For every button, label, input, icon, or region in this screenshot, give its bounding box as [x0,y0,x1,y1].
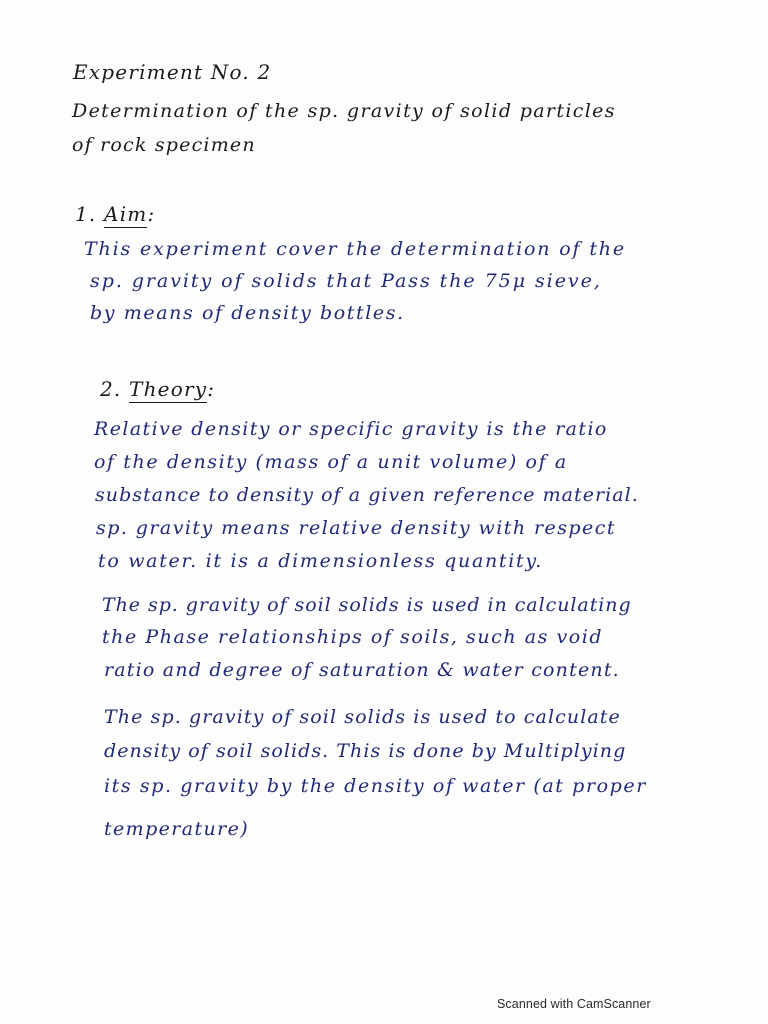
theory-p2-line-2: the Phase relationships of soils, such as void [102,626,604,648]
theory-p1-line-2: of the density (mass of a unit volume) of a [94,451,568,473]
theory-p2-line-1: The sp. gravity of soil solids is used in calculating [102,594,632,616]
theory-p1-line-3: substance to density of a given reference material. [95,484,639,506]
camscanner-watermark: Scanned with CamScanner [497,997,651,1011]
theory-heading [100,377,215,401]
theory-p1-line-1: Relative density or specific gravity is the ratio [94,418,608,440]
theory-p2-line-3: ratio and degree of saturation & water content. [104,659,620,681]
theory-number: 2. [100,377,122,401]
theory-heading-word: Theory [129,377,208,401]
theory-p3-line-3: its sp. gravity by the density of water (at proper [104,775,647,797]
theory-p1-line-5: to water. it is a dimensionless quantity. [98,550,544,572]
subject-line-1: Determination of the sp. gravity of solid particles [72,100,616,122]
theory-colon: : [207,377,216,401]
theory-p3-line-2: density of soil solids. This is done by Multiplying [104,740,627,762]
aim-heading [75,202,155,226]
theory-p1-line-4: sp. gravity means relative density with respect [96,517,616,539]
theory-p3-line-1: The sp. gravity of soil solids is used to calculate [104,706,621,728]
aim-line-3: by means of density bottles. [90,302,405,324]
aim-line-1: This experiment cover the determination of the [84,238,626,260]
aim-line-2: sp. gravity of solids that Pass the 75μ sieve, [90,270,602,292]
aim-heading-word: Aim [104,202,148,226]
aim-number: 1. [75,202,97,226]
experiment-number: Experiment No. 2 [73,60,272,84]
subject-line-2: of rock specimen [72,134,256,156]
aim-colon: : [147,202,156,226]
theory-p3-line-4: temperature) [104,818,250,840]
